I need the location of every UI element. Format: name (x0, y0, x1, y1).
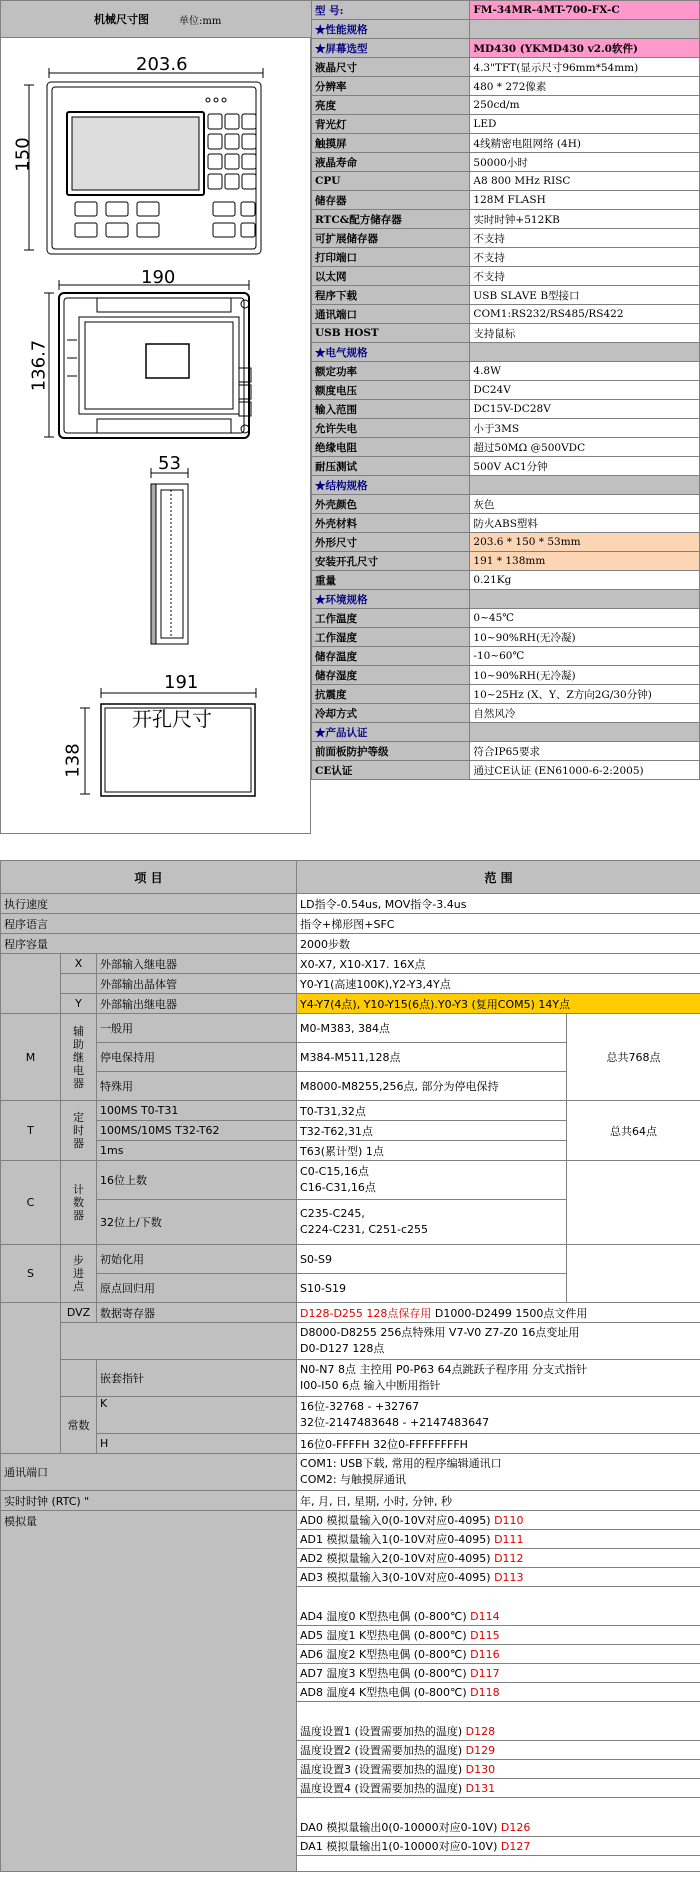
spec-value: 实时时钟+512KB (470, 210, 700, 229)
spec-key: 程序下载 (312, 286, 470, 305)
analog-register: D130 (465, 1763, 496, 1776)
x-value: X0-X7, X10-X17. 16X点 (297, 954, 700, 974)
spec-row (312, 647, 700, 666)
spec-key: 外壳颜色 (312, 495, 470, 514)
spec-key: 型 号: (312, 1, 470, 20)
spec-value: 10~25Hz (X、Y、Z方向2G/30分钟) (470, 685, 700, 704)
spec-row (312, 685, 700, 704)
spec-value: 50000小时 (470, 153, 700, 172)
spec-key: 储存温度 (312, 647, 470, 666)
s-r1-label: 初始化用 (97, 1245, 297, 1274)
spec-value (470, 723, 700, 742)
spec-key: 液晶尺寸 (312, 58, 470, 77)
m-r2-label: 停电保持用 (97, 1043, 297, 1072)
t-code: T (1, 1101, 61, 1161)
spec-row (312, 438, 700, 457)
spec-row (312, 286, 700, 305)
const-k-label: K (97, 1397, 297, 1434)
analog-register: D126 (500, 1821, 531, 1834)
cutout-label: 开孔尺寸 (132, 707, 212, 731)
s-group: 步进点 (61, 1245, 97, 1303)
analog-desc: 温度设置4 (设置需要加热的温度) (300, 1782, 466, 1795)
spec-row (312, 381, 700, 400)
spec-row (312, 590, 700, 609)
spec-row (312, 628, 700, 647)
analog-line (297, 1741, 700, 1760)
spec-value: 191 * 138mm (470, 552, 700, 571)
spec-row (312, 305, 700, 324)
c-r1-value (297, 1161, 567, 1200)
spec-key: 打印端口 (312, 248, 470, 267)
spec-value: 灰色 (470, 495, 700, 514)
analog-line (297, 1607, 700, 1626)
dvz-group-cell (1, 1303, 61, 1454)
analog-line (297, 1683, 700, 1702)
c-total-empty (567, 1161, 700, 1245)
spec-value: 4线精密电阻网络 (4H) (470, 134, 700, 153)
t-r2-label: 100MS/10MS T32-T62 (97, 1121, 297, 1141)
ptr-label: 嵌套指针 (97, 1360, 297, 1397)
spec-row (312, 96, 700, 115)
spec-key: 触摸屏 (312, 134, 470, 153)
spec-key: RTC&配方储存器 (312, 210, 470, 229)
t-r3-value: T63(累计型) 1点 (297, 1141, 567, 1161)
y1-value: Y0-Y1(高速100K),Y2-Y3,4Y点 (297, 974, 700, 994)
spec-value: COM1:RS232/RS485/RS422 (470, 305, 700, 324)
t-r1-label: 100MS T0-T31 (97, 1101, 297, 1121)
rtc-value: 年, 月, 日, 星期, 小时, 分钟, 秒 (297, 1491, 700, 1511)
spec-row (312, 761, 700, 780)
analog-line (297, 1837, 700, 1856)
spec-key: 通讯端口 (312, 305, 470, 324)
dvz-line2: D8000-D8255 256点特殊用 V7-V0 Z7-Z0 16点变址用 (300, 1326, 580, 1339)
c-code: C (1, 1161, 61, 1245)
spec-key: CPU (312, 172, 470, 191)
spec-key: 分辨率 (312, 77, 470, 96)
exec-speed-value: LD指令-0.54us, MOV指令-3.4us (297, 894, 700, 914)
m-r2-value: M384-M511,128点 (297, 1043, 567, 1072)
spec-table (311, 0, 700, 780)
m-r1-label: 一般用 (97, 1014, 297, 1043)
drawing-header (1, 1, 312, 38)
spec-row (312, 742, 700, 761)
analog-desc: AD2 模拟量输入2(0-10V对应0-4095) (300, 1552, 495, 1565)
analog-line (297, 1626, 700, 1645)
spec-key: 抗震度 (312, 685, 470, 704)
spec-key: 以太网 (312, 267, 470, 286)
side-depth-dim: 53 (158, 453, 181, 474)
drawing-title: 机械尺寸图 (94, 13, 149, 26)
c-r2-value (297, 1200, 567, 1245)
y1-label: 外部输出晶体管 (97, 974, 297, 994)
ptr-line2: I00-I50 6点 输入中断用指针 (300, 1379, 441, 1392)
spec-key: 工作湿度 (312, 628, 470, 647)
spec-row (312, 229, 700, 248)
spec-key: 安装开孔尺寸 (312, 552, 470, 571)
spec-row (312, 153, 700, 172)
spec-value: 支持鼠标 (470, 324, 700, 343)
spec-value: DC24V (470, 381, 700, 400)
analog-register: D116 (470, 1648, 500, 1661)
analog-line (297, 1722, 700, 1741)
s-r2-label: 原点回归用 (97, 1274, 297, 1303)
spec-value: 通过CE认证 (EN61000-6-2:2005) (470, 761, 700, 780)
spec-value: 480 * 272像素 (470, 77, 700, 96)
spec-value: 不支持 (470, 229, 700, 248)
c-group: 计数器 (61, 1161, 97, 1245)
spec-value: 0.21Kg (470, 571, 700, 590)
analog-desc: AD5 温度1 K型热电偶 (0-800℃) (300, 1629, 471, 1642)
analog-spacer (297, 1587, 700, 1607)
c-r1-label: 16位上数 (97, 1161, 297, 1200)
analog-line (297, 1760, 700, 1779)
spec-row (312, 552, 700, 571)
spec-key: ★性能规格 (312, 20, 470, 39)
spec-row (312, 210, 700, 229)
c-r2-label: 32位上/下数 (97, 1200, 297, 1245)
spec-value: 10~90%RH(无冷凝) (470, 628, 700, 647)
spec-key: 外形尺寸 (312, 533, 470, 552)
analog-register: D111 (494, 1533, 524, 1546)
back-height-dim: 136.7 (28, 339, 50, 392)
spec-value: 203.6 * 150 * 53mm (470, 533, 700, 552)
ptr-value (297, 1360, 700, 1397)
front-height-dim: 150 (12, 137, 34, 172)
dvz-empty-label (61, 1323, 297, 1360)
t-total: 总共64点 (567, 1101, 700, 1161)
t-r2-value: T32-T62,31点 (297, 1121, 567, 1141)
spec-value: 防火ABS塑料 (470, 514, 700, 533)
m-r3-label: 特殊用 (97, 1072, 297, 1101)
spec-key: 重量 (312, 571, 470, 590)
spec-key: 冷却方式 (312, 704, 470, 723)
spec-value: DC15V-DC28V (470, 400, 700, 419)
spec-value: 0~45℃ (470, 609, 700, 628)
spec-key: 外壳材料 (312, 514, 470, 533)
spec-key: 额定功率 (312, 362, 470, 381)
analog-register: D118 (470, 1686, 500, 1699)
analog-line (297, 1664, 700, 1683)
spec-row (312, 77, 700, 96)
ptr-line1: N0-N7 8点 主控用 P0-P63 64点跳跃子程序用 分支式指针 (300, 1363, 588, 1376)
spec-row (312, 495, 700, 514)
y2-label: 外部输出继电器 (97, 994, 297, 1014)
comm-line2: COM2: 与触摸屏通讯 (300, 1473, 407, 1486)
const-label: 常数 (61, 1397, 97, 1454)
dvz-code: DVZ (61, 1303, 97, 1323)
analog-register: D113 (494, 1571, 524, 1584)
analog-register: D131 (465, 1782, 496, 1795)
spec-key: 允许失电 (312, 419, 470, 438)
m-code: M (1, 1014, 61, 1101)
analog-register: D112 (494, 1552, 524, 1565)
x-code: X (61, 954, 97, 974)
spec-key: ★结构规格 (312, 476, 470, 495)
spec-row (312, 666, 700, 685)
spec-row (312, 1, 700, 20)
spec-row (312, 267, 700, 286)
m-r3-value: M8000-M8255,256点, 部分为停电保持 (297, 1072, 567, 1101)
analog-desc: AD7 温度3 K型热电偶 (0-800℃) (300, 1667, 471, 1680)
analog-register: D114 (470, 1610, 500, 1623)
spec-key: 储存器 (312, 191, 470, 210)
spec-row (312, 39, 700, 58)
analog-desc: DA1 模拟量输出1(0-10000对应0-10V) (300, 1840, 501, 1853)
spec-row (312, 58, 700, 77)
dvz-line3: D0-D127 128点 (300, 1342, 385, 1355)
y2-code: Y (61, 994, 97, 1014)
const-k-value (297, 1397, 700, 1434)
c-r2-line1: C235-C245, (300, 1207, 365, 1220)
analog-list (297, 1511, 700, 1856)
spec-value: 10~90%RH(无冷凝) (470, 666, 700, 685)
analog-desc: AD1 模拟量输入1(0-10V对应0-4095) (300, 1533, 495, 1546)
spec-key: 液晶寿命 (312, 153, 470, 172)
analog-register: D110 (494, 1514, 524, 1527)
const-k-line2: 32位-2147483648 - +2147483647 (300, 1416, 490, 1429)
spec-key: 输入范围 (312, 400, 470, 419)
ptr-code (61, 1360, 97, 1397)
dvz-value-red: D128-D255 128点保存用 (300, 1306, 432, 1320)
spec-value: A8 800 MHz RISC (470, 172, 700, 191)
spec-value: 不支持 (470, 267, 700, 286)
spec-key: 可扩展储存器 (312, 229, 470, 248)
dvz-value (297, 1303, 700, 1323)
exec-speed-label: 执行速度 (1, 894, 297, 914)
spec-key: 亮度 (312, 96, 470, 115)
t-r1-value: T0-T31,32点 (297, 1101, 567, 1121)
analog-desc: 温度设置3 (设置需要加热的温度) (300, 1763, 466, 1776)
spec-row (312, 343, 700, 362)
spec-row (312, 248, 700, 267)
analog-desc: AD8 温度4 K型热电偶 (0-800℃) (300, 1686, 471, 1699)
spec-row (312, 400, 700, 419)
drawing-unit: 单位:mm (179, 16, 222, 27)
spec-value: 500V AC1分钟 (470, 457, 700, 476)
s-total-empty (567, 1245, 700, 1303)
s-r2-value: S10-S19 (297, 1274, 567, 1303)
m-total: 总共768点 (567, 1014, 700, 1101)
analog-register: D117 (470, 1667, 500, 1680)
prog-cap-label: 程序容量 (1, 934, 297, 954)
spec-value: USB SLAVE B型接口 (470, 286, 700, 305)
spec-row (312, 362, 700, 381)
comm-label: 通讯端口 (1, 1454, 297, 1491)
analog-desc: 温度设置2 (设置需要加热的温度) (300, 1744, 466, 1757)
const-h-label: H (97, 1434, 297, 1454)
header-range: 范 围 (297, 861, 700, 894)
analog-desc: AD6 温度2 K型热电偶 (0-800℃) (300, 1648, 471, 1661)
cutout-height-dim: 138 (62, 743, 84, 778)
plc-spec-table (0, 860, 700, 1872)
t-group: 定时器 (61, 1101, 97, 1161)
spec-row (312, 514, 700, 533)
analog-line (297, 1511, 700, 1530)
spec-row (312, 533, 700, 552)
analog-register: D115 (470, 1629, 500, 1642)
analog-line (297, 1645, 700, 1664)
spec-key: CE认证 (312, 761, 470, 780)
analog-line (297, 1568, 700, 1587)
const-h-value: 16位0-FFFFH 32位0-FFFFFFFFH (297, 1434, 700, 1454)
c-r1-line2: C16-C31,16点 (300, 1181, 376, 1194)
spec-row (312, 476, 700, 495)
spec-value (470, 590, 700, 609)
spec-key: USB HOST (312, 324, 470, 343)
analog-label (1, 1511, 297, 1872)
spec-key: 额度电压 (312, 381, 470, 400)
spec-row (312, 191, 700, 210)
spec-row (312, 115, 700, 134)
spec-row (312, 324, 700, 343)
header-item: 项 目 (1, 861, 297, 894)
drawing-panel (0, 0, 311, 834)
spec-value (470, 343, 700, 362)
spec-row (312, 20, 700, 39)
x-label: 外部输入继电器 (97, 954, 297, 974)
cutout-width-dim: 191 (164, 672, 199, 693)
spec-value: 4.8W (470, 362, 700, 381)
spec-key: 前面板防护等级 (312, 742, 470, 761)
spec-key: ★环境规格 (312, 590, 470, 609)
spec-row (312, 704, 700, 723)
spec-key: 耐压测试 (312, 457, 470, 476)
spec-key: ★屏幕选型 (312, 39, 470, 58)
spec-row (312, 172, 700, 191)
spec-value: 128M FLASH (470, 191, 700, 210)
y2-value: Y4-Y7(4点), Y10-Y15(6点).Y0-Y3 (复用COM5) 14Y点 (297, 994, 700, 1014)
spec-value (470, 20, 700, 39)
const-k-line1: 16位-32768 - +32767 (300, 1400, 420, 1413)
spec-row (312, 609, 700, 628)
prog-lang-value: 指令+梯形图+SFC (297, 914, 700, 934)
spec-row (312, 419, 700, 438)
analog-line (297, 1779, 700, 1798)
spec-key: ★产品认证 (312, 723, 470, 742)
m-group: 辅助继电器 (61, 1014, 97, 1101)
analog-values (297, 1511, 700, 1872)
analog-desc: AD3 模拟量输入3(0-10V对应0-4095) (300, 1571, 495, 1584)
spec-value: 4.3"TFT(显示尺寸96mm*54mm) (470, 58, 700, 77)
analog-register: D127 (500, 1840, 531, 1853)
spec-value: 自然风冷 (470, 704, 700, 723)
spec-value: MD430 (YKMD430 v2.0软件) (470, 39, 700, 58)
spec-key: 工作温度 (312, 609, 470, 628)
prog-lang-label: 程序语言 (1, 914, 297, 934)
m-r1-value: M0-M383, 384点 (297, 1014, 567, 1043)
spec-value: 小于3MS (470, 419, 700, 438)
comm-line1: COM1: USB下载, 常用的程序编辑通讯口 (300, 1457, 502, 1470)
y1-code (61, 974, 97, 994)
analog-label-text: 模拟量 (4, 1515, 37, 1528)
analog-desc: AD0 模拟量输入0(0-10V对应0-4095) (300, 1514, 495, 1527)
dvz-value-2 (297, 1323, 700, 1360)
analog-register: D129 (465, 1744, 496, 1757)
s-r1-value: S0-S9 (297, 1245, 567, 1274)
spec-value: 250cd/m (470, 96, 700, 115)
analog-desc: AD4 温度0 K型热电偶 (0-800℃) (300, 1610, 471, 1623)
spec-key: 背光灯 (312, 115, 470, 134)
spec-key: 储存湿度 (312, 666, 470, 685)
spec-value: -10~60℃ (470, 647, 700, 666)
analog-spacer (297, 1798, 700, 1818)
dvz-value-rest: D1000-D2499 1500点文件用 (431, 1306, 588, 1320)
spec-row (312, 134, 700, 153)
spec-value: 不支持 (470, 248, 700, 267)
analog-line (297, 1549, 700, 1568)
analog-register: D128 (465, 1725, 496, 1738)
analog-line (297, 1530, 700, 1549)
c-r2-line2: C224-C231, C251-c255 (300, 1223, 429, 1236)
spec-value (470, 476, 700, 495)
analog-spacer (297, 1702, 700, 1722)
prog-cap-value: 2000步数 (297, 934, 700, 954)
analog-line (297, 1818, 700, 1837)
dvz-label: 数据寄存器 (97, 1303, 297, 1323)
spec-row (312, 457, 700, 476)
c-r1-line1: C0-C15,16点 (300, 1165, 369, 1178)
comm-value (297, 1454, 700, 1491)
spec-key: ★电气规格 (312, 343, 470, 362)
spec-row (312, 723, 700, 742)
back-width-dim: 190 (141, 267, 176, 288)
analog-desc: DA0 模拟量输出0(0-10000对应0-10V) (300, 1821, 501, 1834)
analog-desc: 温度设置1 (设置需要加热的温度) (300, 1725, 466, 1738)
spec-key: 绝缘电阻 (312, 438, 470, 457)
t-r3-label: 1ms (97, 1141, 297, 1161)
spec-value: LED (470, 115, 700, 134)
rtc-label: 实时时钟 (RTC) " (1, 1491, 297, 1511)
spec-row (312, 571, 700, 590)
spec-value: 符合IP65要求 (470, 742, 700, 761)
spec-value: FM-34MR-4MT-700-FX-C (470, 1, 700, 20)
io-group-cell (1, 954, 61, 1014)
s-code: S (1, 1245, 61, 1303)
front-width-dim: 203.6 (136, 54, 188, 75)
spec-value: 超过50MΩ @500VDC (470, 438, 700, 457)
